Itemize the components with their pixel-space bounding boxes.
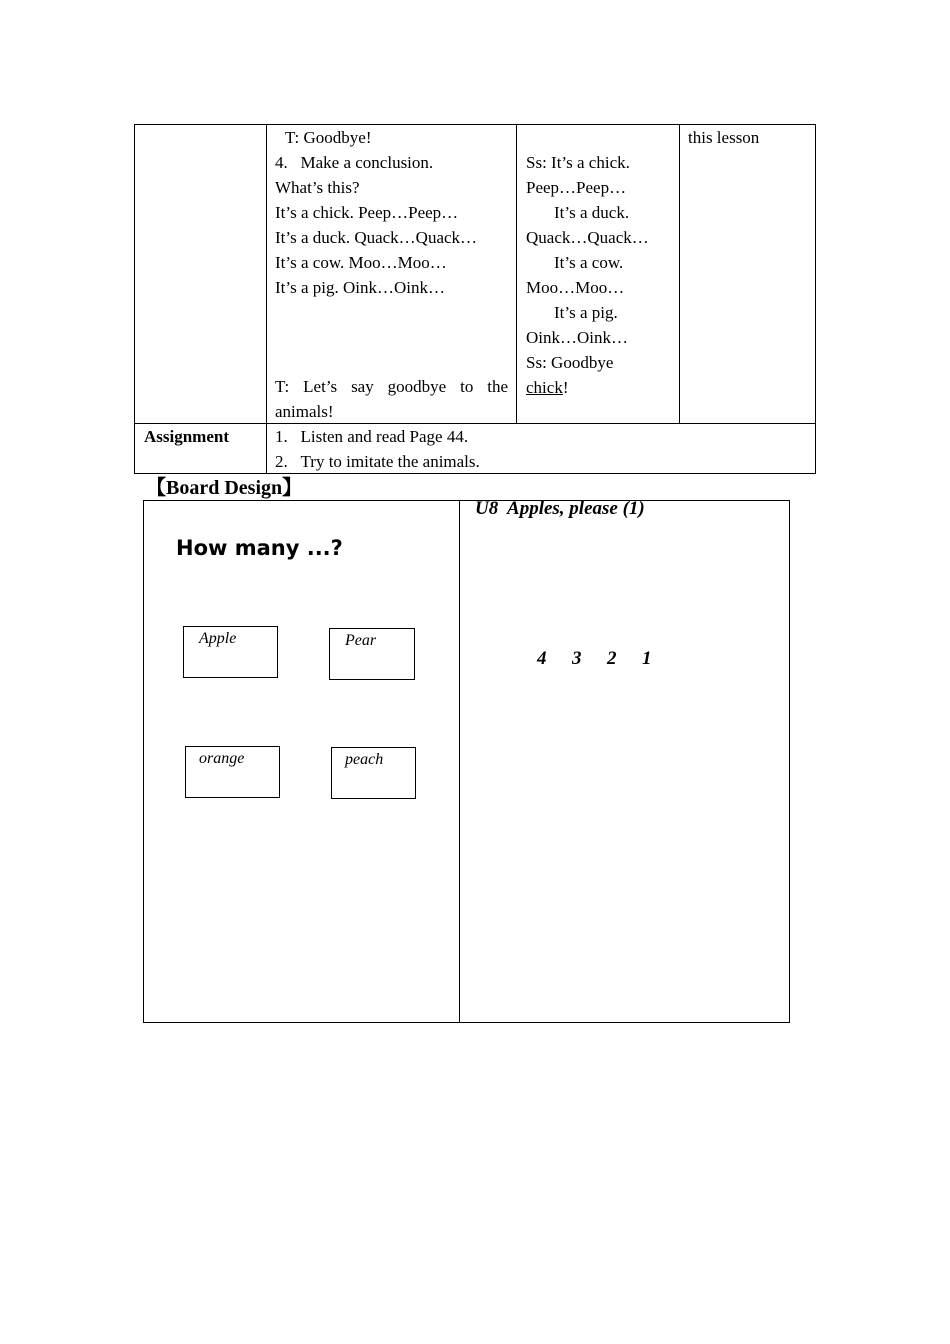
teacher-line: 4. Make a conclusion. — [275, 153, 434, 172]
teacher-goodbye-line: T: Let’s say goodbye to the — [275, 377, 508, 396]
student-line: It’s a duck. — [554, 203, 630, 222]
card-label: orange — [199, 750, 245, 767]
student-line: It’s a cow. — [554, 253, 624, 272]
assignment-label: Assignment — [144, 427, 230, 446]
student-goodbye-line — [526, 375, 569, 400]
teacher-line: It’s a duck. Quack…Quack… — [275, 228, 478, 247]
teacher-line: It’s a cow. Moo…Moo… — [275, 253, 447, 272]
card-label: peach — [345, 751, 384, 768]
teacher-line: It’s a pig. Oink…Oink… — [275, 278, 445, 297]
word-card-orange — [185, 746, 280, 798]
board-divider — [459, 500, 460, 1023]
table-row-divider — [134, 423, 816, 424]
word-card-apple — [183, 626, 278, 678]
board-design-heading: 【Board Design】 — [146, 477, 303, 499]
student-line: Ss: Goodbye — [526, 353, 614, 372]
table-col-divider-1 — [266, 124, 267, 474]
student-line: Moo…Moo… — [526, 278, 625, 297]
teacher-line: It’s a chick. Peep…Peep… — [275, 203, 459, 222]
word-card-peach — [331, 747, 416, 799]
purpose-text: this lesson — [688, 128, 760, 147]
assignment-item: 2. Try to imitate the animals. — [275, 452, 480, 471]
table-border-right — [815, 124, 816, 474]
exclamation: ! — [562, 378, 569, 397]
student-line: It’s a pig. — [554, 303, 618, 322]
card-label: Pear — [345, 632, 377, 649]
table-border-left — [134, 124, 135, 474]
word-card-pear — [329, 628, 415, 680]
student-line: Oink…Oink… — [526, 328, 628, 347]
teacher-goodbye-line: animals! — [275, 402, 334, 421]
lesson-table — [134, 124, 816, 474]
question-text: How many ...? — [176, 536, 343, 560]
student-line: Quack…Quack… — [526, 228, 649, 247]
assignment-item: 1. Listen and read Page 44. — [275, 427, 469, 446]
teacher-line: What’s this? — [275, 178, 360, 197]
student-line: Peep…Peep… — [526, 178, 627, 197]
table-col-divider-3 — [679, 124, 680, 424]
card-label: Apple — [199, 630, 237, 647]
teacher-line: T: Goodbye! — [285, 128, 372, 147]
unit-title: U8 Apples, please (1) — [475, 498, 645, 519]
underlined-word: chick — [526, 378, 563, 397]
student-line: Ss: It’s a chick. — [526, 153, 630, 172]
count-numbers: 4 3 2 1 — [537, 648, 652, 669]
table-col-divider-2 — [516, 124, 517, 424]
